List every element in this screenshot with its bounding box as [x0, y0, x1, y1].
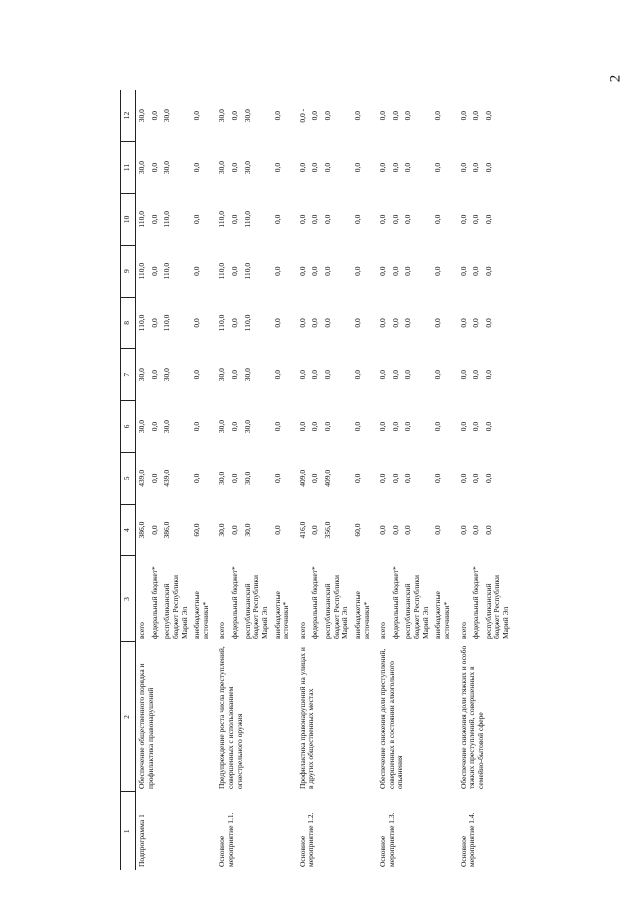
value-cell: 0,0: [390, 525, 400, 535]
value-cell: 0,0: [378, 473, 388, 483]
header-cell: 2: [121, 642, 136, 792]
value-cell: 110,0: [162, 314, 172, 332]
value-cell: 0,0: [458, 473, 468, 483]
value-cell: 0,0: [483, 266, 493, 276]
value-cell: 110,0: [242, 314, 252, 332]
funding-source: всего: [458, 622, 468, 639]
value-cell: 0,0: [192, 162, 202, 173]
value-cell: 0,0: [433, 318, 443, 328]
value-cell: 0,0 -: [297, 108, 307, 123]
funding-source: федеральный бюджет*: [149, 566, 159, 639]
value-cell: 0,0: [433, 421, 443, 432]
value-cell: 30,0: [242, 471, 252, 485]
value-cell: 0,0: [471, 318, 481, 328]
budget-table: [120, 90, 513, 870]
value-cell: 110,0: [242, 211, 252, 228]
value-cell: 0,0: [390, 421, 400, 432]
value-cell: 0,0: [458, 111, 468, 121]
value-cell: 110,0: [242, 262, 252, 280]
value-cell: 0,0: [352, 111, 362, 121]
value-cell: 0,0: [149, 525, 159, 535]
value-cell: 0,0: [272, 473, 282, 483]
value-cell: 0,0: [297, 214, 307, 225]
value-cell: 0,0: [471, 473, 481, 483]
value-cell: 0,0: [352, 370, 362, 380]
value-cell: 0,0: [483, 370, 493, 380]
value-cell: 409,0: [323, 469, 332, 487]
value-cell: 110,0: [137, 262, 146, 280]
value-cell: 386,0: [162, 521, 172, 539]
value-cell: 30,0: [242, 160, 252, 175]
value-cell: 0,0: [378, 214, 388, 225]
funding-source: всего: [137, 622, 146, 639]
value-cell: 0,0: [390, 266, 400, 276]
value-cell: 0,0: [471, 162, 481, 173]
funding-source: республиканский бюджет Республики Марий Эл: [403, 574, 430, 639]
value-cell: 0,0: [403, 162, 413, 173]
table-body: [136, 90, 513, 870]
value-cell: 30,0: [217, 160, 227, 175]
header-cell: 11: [121, 142, 136, 194]
funding-source: внебюджетные источники*: [433, 591, 451, 639]
value-cell: 0,0: [378, 525, 388, 535]
value-cell: 0,0: [192, 370, 202, 380]
header-cell: 4: [121, 504, 136, 556]
value-cell: 0,0: [272, 421, 282, 432]
value-cell: 0,0: [192, 214, 202, 225]
program-name: Предупреждение роста числа преступлений, совершенных с использованием огнестрельного оружия: [217, 646, 244, 789]
value-cell: 0,0: [297, 318, 307, 328]
header-cell: 5: [121, 452, 136, 504]
value-cell: 0,0: [192, 318, 202, 328]
value-cell: 0,0: [323, 370, 332, 380]
value-cell: 0,0: [230, 473, 239, 483]
value-cell: 0,0: [471, 370, 481, 380]
value-cell: 0,0: [310, 162, 320, 173]
value-cell: 0,0: [310, 525, 320, 535]
funding-source: всего: [217, 622, 227, 639]
value-cell: 30,0: [217, 419, 227, 434]
program-name: Обеспечение снижения доли тяжких и особо тяжких преступлений, совершенных в семейно-бытовой сфере: [458, 645, 485, 789]
value-cell: 0,0: [403, 214, 413, 225]
funding-source: республиканский бюджет Республики Марий Эл: [323, 574, 350, 639]
value-cell: 0,0: [403, 318, 413, 328]
value-cell: 0,0: [471, 421, 481, 432]
value-cell: 0,0: [310, 266, 320, 276]
value-cell: 0,0: [471, 214, 481, 225]
value-cell: 110,0: [217, 211, 227, 228]
value-cell: 0,0: [403, 370, 413, 380]
program-name: Обеспечение общественного порядка и профилактика правонарушений: [137, 663, 155, 789]
table-row: [136, 90, 149, 870]
program-code: Основное мероприятие 1.4.: [458, 812, 477, 867]
value-cell: 0,0: [352, 473, 362, 483]
value-cell: 0,0: [458, 370, 468, 380]
value-cell: 0,0: [323, 266, 332, 276]
value-cell: 30,0: [242, 368, 252, 382]
value-cell: 0,0: [378, 266, 388, 276]
value-cell: 0,0: [272, 266, 282, 276]
value-cell: 0,0: [483, 318, 493, 328]
value-cell: 30,0: [162, 368, 172, 382]
value-cell: 110,0: [162, 262, 172, 280]
header-cell: 12: [121, 90, 136, 142]
header-cell: 10: [121, 193, 136, 245]
value-cell: 0,0: [149, 214, 159, 225]
value-cell: 439,0: [162, 469, 172, 487]
value-cell: 0,0: [483, 421, 493, 432]
value-cell: 0,0: [149, 318, 159, 328]
value-cell: 0,0: [297, 266, 307, 276]
value-cell: 0,0: [192, 421, 202, 432]
value-cell: 0,0: [390, 214, 400, 225]
funding-source: всего: [378, 622, 388, 639]
value-cell: 0,0: [458, 266, 468, 276]
table-row: [212, 90, 229, 870]
value-cell: 0,0: [310, 370, 320, 380]
value-cell: 0,0: [458, 525, 468, 535]
value-cell: 0,0: [458, 421, 468, 432]
value-cell: 0,0: [297, 370, 307, 380]
header-cell: 9: [121, 245, 136, 297]
value-cell: 0,0: [149, 421, 159, 432]
value-cell: 0,0: [192, 266, 202, 276]
value-cell: 0,0: [310, 111, 320, 121]
header-cell: 8: [121, 297, 136, 349]
value-cell: 110,0: [137, 314, 146, 332]
value-cell: 0,0: [433, 214, 443, 225]
funding-source: федеральный бюджет*: [230, 566, 239, 639]
value-cell: 0,0: [390, 111, 400, 121]
value-cell: 0,0: [310, 214, 320, 225]
funding-source: внебюджетные источники*: [272, 591, 291, 639]
value-cell: 356,0: [323, 521, 332, 539]
value-cell: 0,0: [149, 162, 159, 173]
value-cell: 30,0: [137, 160, 146, 175]
value-cell: 0,0: [352, 162, 362, 173]
value-cell: 30,0: [137, 419, 146, 434]
value-cell: 0,0: [483, 214, 493, 225]
value-cell: 0,0: [230, 525, 239, 535]
value-cell: 0,0: [272, 162, 282, 173]
funding-source: республиканский бюджет Республики Марий Эл: [483, 574, 510, 639]
value-cell: 0,0: [403, 421, 413, 432]
table-row: [293, 90, 310, 870]
value-cell: 0,0: [323, 318, 332, 328]
value-cell: 30,0: [242, 523, 252, 537]
value-cell: 0,0: [471, 266, 481, 276]
value-cell: 0,0: [323, 111, 332, 121]
value-cell: 0,0: [323, 214, 332, 225]
value-cell: 0,0: [352, 421, 362, 432]
value-cell: 0,0: [230, 162, 239, 173]
value-cell: 0,0: [390, 318, 400, 328]
program-code: Основное мероприятие 1.2.: [297, 812, 316, 867]
value-cell: 110,0: [217, 314, 227, 332]
value-cell: 0,0: [471, 525, 481, 535]
header-cell: 6: [121, 401, 136, 453]
value-cell: 110,0: [217, 262, 227, 280]
value-cell: 30,0: [162, 109, 172, 123]
value-cell: 0,0: [297, 421, 307, 432]
header-cell: 3: [121, 556, 136, 642]
value-cell: 30,0: [217, 368, 227, 382]
value-cell: 0,0: [230, 214, 239, 225]
value-cell: 0,0: [378, 370, 388, 380]
value-cell: 0,0: [403, 266, 413, 276]
value-cell: 0,0: [149, 111, 159, 121]
header-cell: 7: [121, 349, 136, 401]
value-cell: 0,0: [458, 162, 468, 173]
value-cell: 0,0: [272, 214, 282, 225]
value-cell: 0,0: [433, 370, 443, 380]
value-cell: 30,0: [217, 109, 227, 123]
value-cell: 0,0: [272, 525, 282, 535]
value-cell: 0,0: [323, 421, 332, 432]
value-cell: 0,0: [378, 162, 388, 173]
table-row: [454, 90, 471, 870]
value-cell: 0,0: [433, 525, 443, 535]
table-row: [373, 90, 390, 870]
value-cell: 30,0: [217, 523, 227, 537]
funding-source: внебюджетные источники*: [192, 591, 210, 639]
value-cell: 0,0: [230, 421, 239, 432]
value-cell: 0,0: [230, 266, 239, 276]
value-cell: 30,0: [162, 419, 172, 434]
value-cell: 0,0: [483, 473, 493, 483]
value-cell: 0,0: [403, 111, 413, 121]
value-cell: 0,0: [378, 421, 388, 432]
value-cell: 30,0: [242, 109, 252, 123]
value-cell: 0,0: [272, 370, 282, 380]
value-cell: 0,0: [433, 162, 443, 173]
value-cell: 0,0: [458, 318, 468, 328]
table-header-row: [121, 90, 136, 870]
value-cell: 0,0: [230, 111, 239, 121]
value-cell: 439,0: [137, 469, 146, 487]
value-cell: 60,0: [192, 523, 202, 537]
value-cell: 30,0: [162, 160, 172, 175]
value-cell: 0,0: [272, 111, 282, 121]
value-cell: 0,0: [352, 214, 362, 225]
value-cell: 0,0: [149, 266, 159, 276]
value-cell: 0,0: [230, 370, 239, 380]
funding-source: республиканский бюджет Республики Марий Эл: [162, 574, 189, 639]
value-cell: 0,0: [297, 162, 307, 173]
value-cell: 0,0: [149, 370, 159, 380]
value-cell: 0,0: [483, 111, 493, 121]
value-cell: 0,0: [403, 473, 413, 483]
value-cell: 0,0: [310, 318, 320, 328]
value-cell: 0,0: [230, 318, 239, 328]
funding-source: федеральный бюджет*: [471, 566, 481, 639]
value-cell: 0,0: [390, 370, 400, 380]
value-cell: 110,0: [162, 211, 172, 228]
value-cell: 0,0: [352, 266, 362, 276]
value-cell: 0,0: [471, 111, 481, 121]
value-cell: 0,0: [433, 111, 443, 121]
value-cell: 30,0: [137, 368, 146, 382]
value-cell: 0,0: [310, 421, 320, 432]
value-cell: 386,0: [137, 521, 146, 539]
value-cell: 0,0: [378, 111, 388, 121]
value-cell: 0,0: [149, 473, 159, 483]
value-cell: 30,0: [242, 419, 252, 434]
value-cell: 0,0: [433, 266, 443, 276]
value-cell: 0,0: [192, 111, 202, 121]
page-number: 2: [607, 74, 624, 83]
value-cell: 0,0: [192, 473, 202, 483]
rotated-table-sheet: [120, 90, 570, 870]
value-cell: 60,0: [352, 523, 362, 537]
value-cell: 0,0: [390, 162, 400, 173]
funding-source: всего: [297, 622, 307, 639]
program-code: Основное мероприятие 1.1.: [217, 812, 235, 867]
funding-source: внебюджетные источники*: [352, 591, 371, 639]
value-cell: 416,0: [297, 521, 307, 539]
value-cell: 0,0: [378, 318, 388, 328]
value-cell: 409,0: [297, 469, 307, 487]
value-cell: 0,0: [483, 525, 493, 535]
value-cell: 0,0: [323, 162, 332, 173]
funding-source: федеральный бюджет*: [390, 566, 400, 639]
value-cell: 0,0: [433, 473, 443, 483]
value-cell: 0,0: [390, 473, 400, 483]
value-cell: 0,0: [403, 525, 413, 535]
program-code: Основное мероприятие 1.3.: [378, 812, 396, 867]
value-cell: 0,0: [352, 318, 362, 328]
value-cell: 0,0: [310, 473, 320, 483]
value-cell: 0,0: [458, 214, 468, 225]
funding-source: федеральный бюджет*: [310, 566, 320, 639]
value-cell: 0,0: [483, 162, 493, 173]
program-code: Подпрограмма 1: [137, 814, 146, 867]
program-name: Профилактика правонарушений на улицах и в других общественных местах: [297, 647, 316, 789]
program-name: Обеспечение снижения доли преступлений, совершенных в состоянии алкогольного опьянения: [378, 648, 405, 789]
funding-source: республиканский бюджет Республики Марий Эл: [242, 574, 269, 639]
header-cell: 1: [121, 792, 136, 870]
value-cell: 110,0: [137, 211, 146, 228]
value-cell: 30,0: [217, 471, 227, 485]
value-cell: 30,0: [137, 109, 146, 123]
value-cell: 0,0: [272, 318, 282, 328]
